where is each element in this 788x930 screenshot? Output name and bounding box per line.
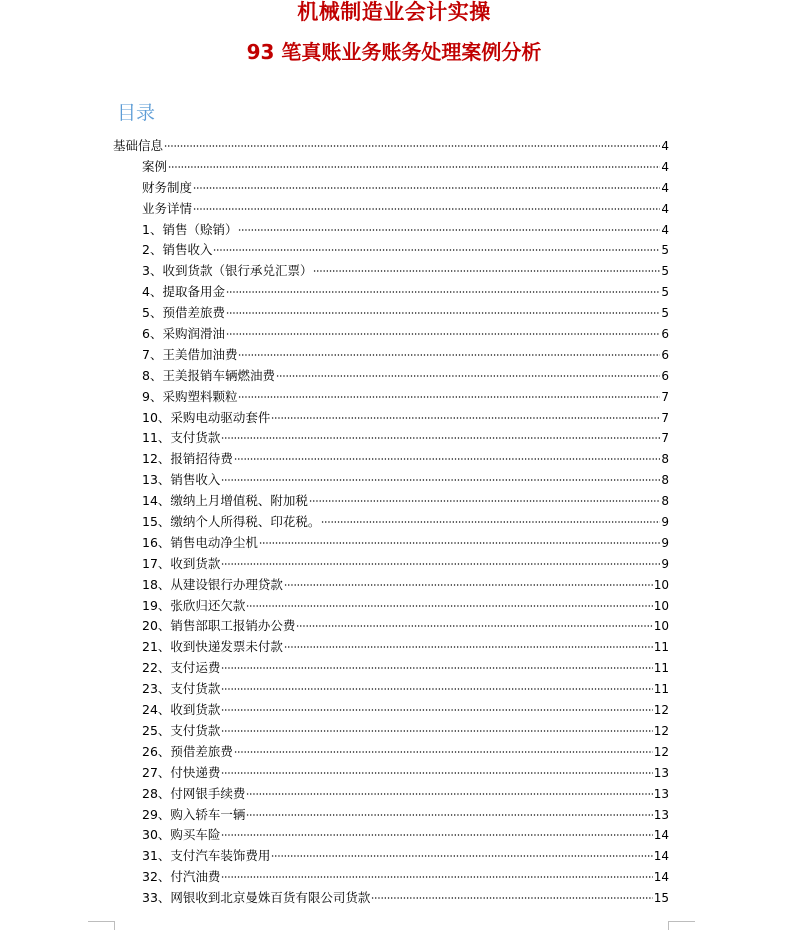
dot-leader (234, 751, 653, 753)
toc-entry[interactable] (113, 805, 669, 826)
toc-entry-label: 财务制度 (142, 179, 193, 195)
crop-mark-left (88, 921, 115, 930)
document-title: 机械制造业会计实操 (297, 0, 491, 24)
toc-entry[interactable] (113, 345, 669, 366)
dot-leader (238, 396, 660, 398)
toc-heading: 目录 (117, 102, 156, 124)
toc-entry-page-number: 10 (653, 598, 669, 613)
toc-entry-label: 基础信息 (113, 138, 164, 153)
dot-leader (271, 417, 660, 419)
toc-entry-label: 21、收到快递发票未付款 (142, 639, 283, 655)
toc-entry-label: 5、预借差旅费 (142, 305, 225, 321)
toc-entry[interactable] (113, 533, 669, 554)
toc-entry-label: 19、张欣归还欠款 (142, 597, 246, 613)
dot-leader (221, 876, 652, 878)
toc-entry[interactable] (113, 136, 669, 157)
toc-entry-label: 27、付快递费 (142, 764, 221, 780)
toc-entry-page-number: 15 (653, 891, 669, 906)
toc-entry-label: 8、王美报销车辆燃油费 (142, 367, 275, 383)
toc-entry[interactable] (113, 428, 669, 449)
toc-entry[interactable] (113, 825, 669, 846)
dot-leader (226, 291, 660, 293)
toc-entry-label: 12、报销招待费 (142, 451, 233, 467)
toc-entry[interactable] (113, 387, 669, 408)
toc-entry-page-number: 14 (653, 870, 669, 885)
toc-entry[interactable] (113, 366, 669, 387)
dot-leader (221, 437, 660, 439)
toc-entry-page-number: 10 (653, 619, 669, 634)
dot-leader (221, 730, 652, 732)
toc-entry-label: 14、缴纳上月增值税、附加税 (142, 493, 308, 509)
toc-entry[interactable] (113, 554, 669, 575)
toc-entry[interactable] (113, 700, 669, 721)
toc-entry-label: 33、网银收到北京曼姝百货有限公司货款 (142, 890, 371, 906)
dot-leader (238, 354, 660, 356)
dot-leader (246, 605, 652, 607)
toc-entry[interactable] (113, 178, 669, 199)
toc-entry[interactable] (113, 282, 669, 303)
toc-entry-page-number: 7 (661, 410, 669, 425)
dot-leader (313, 270, 660, 272)
dot-leader (271, 855, 652, 857)
toc-entry-page-number: 9 (661, 515, 669, 530)
toc-entry-label: 22、支付运费 (142, 660, 221, 676)
toc-entry-label: 4、提取备用金 (142, 284, 225, 300)
toc-entry-page-number: 8 (661, 473, 669, 488)
toc-entry[interactable] (113, 220, 669, 241)
dot-leader (238, 229, 660, 231)
toc-entry[interactable] (113, 199, 669, 220)
table-of-contents (113, 136, 669, 909)
toc-entry[interactable] (113, 888, 669, 909)
toc-entry-page-number: 6 (661, 368, 669, 383)
toc-entry-label: 16、销售电动净尘机 (142, 534, 258, 550)
dot-leader (221, 772, 652, 774)
toc-entry-label: 20、销售部职工报销办公费 (142, 618, 296, 634)
toc-entry-page-number: 14 (653, 849, 669, 864)
toc-entry[interactable] (113, 261, 669, 282)
toc-entry-label: 32、付汽油费 (142, 869, 221, 885)
toc-entry-page-number: 8 (661, 494, 669, 509)
toc-entry-label: 24、收到货款 (142, 702, 221, 718)
toc-entry-page-number: 5 (661, 306, 669, 321)
dot-leader (321, 521, 660, 523)
toc-entry[interactable] (113, 763, 669, 784)
toc-entry-label: 7、王美借加油费 (142, 346, 238, 362)
dot-leader (193, 208, 660, 210)
toc-entry-label: 9、采购塑料颗粒 (142, 388, 238, 404)
toc-entry[interactable] (113, 742, 669, 763)
dot-leader (221, 563, 660, 565)
toc-entry[interactable] (113, 596, 669, 617)
toc-entry-label: 1、销售（赊销） (142, 221, 238, 237)
dot-leader (221, 479, 660, 481)
toc-entry-label: 13、销售收入 (142, 472, 221, 488)
toc-entry-page-number: 9 (661, 556, 669, 571)
dot-leader (213, 249, 660, 251)
dot-leader (226, 333, 660, 335)
toc-entry[interactable] (113, 240, 669, 261)
crop-mark-right (668, 921, 695, 930)
toc-entry-page-number: 5 (661, 264, 669, 279)
toc-entry-label: 25、支付货款 (142, 722, 221, 738)
dot-leader (259, 542, 660, 544)
toc-entry-page-number: 11 (653, 682, 669, 697)
toc-entry-label: 26、预借差旅费 (142, 743, 233, 759)
dot-leader (221, 688, 652, 690)
toc-entry[interactable] (113, 491, 669, 512)
toc-entry-page-number: 4 (661, 222, 669, 237)
toc-entry-page-number: 5 (661, 243, 669, 258)
toc-entry-page-number: 13 (653, 807, 669, 822)
toc-entry-page-number: 4 (661, 201, 669, 216)
toc-entry-page-number: 5 (661, 285, 669, 300)
toc-entry-page-number: 11 (653, 640, 669, 655)
toc-entry-page-number: 10 (653, 577, 669, 592)
toc-entry[interactable] (113, 867, 669, 888)
dot-leader (276, 375, 660, 377)
toc-entry[interactable] (113, 408, 669, 429)
toc-entry-page-number: 12 (653, 703, 669, 718)
toc-entry-page-number: 14 (653, 828, 669, 843)
dot-leader (221, 834, 652, 836)
toc-entry-label: 2、销售收入 (142, 242, 213, 258)
toc-entry-page-number: 4 (661, 139, 669, 153)
toc-entry-label: 6、采购润滑油 (142, 326, 225, 342)
toc-entry-label: 30、购买车险 (142, 827, 221, 843)
toc-entry-page-number: 12 (653, 723, 669, 738)
toc-entry-page-number: 4 (661, 180, 669, 195)
toc-entry-label: 31、支付汽车装饰费用 (142, 848, 271, 864)
toc-entry-label: 15、缴纳个人所得税、印花税。 (142, 514, 321, 530)
toc-entry[interactable] (113, 157, 669, 178)
document-subtitle: 93 笔真账业务账务处理案例分析 (246, 40, 542, 64)
dot-leader (221, 667, 652, 669)
toc-entry[interactable] (113, 679, 669, 700)
toc-entry-page-number: 13 (653, 765, 669, 780)
toc-entry[interactable] (113, 512, 669, 533)
toc-entry[interactable] (113, 616, 669, 637)
dot-leader (284, 584, 653, 586)
dot-leader (168, 166, 660, 168)
toc-entry-page-number: 4 (661, 159, 669, 174)
dot-leader (226, 312, 660, 314)
toc-entry-label: 案例 (142, 158, 168, 174)
toc-entry-page-number: 8 (661, 452, 669, 467)
toc-entry[interactable] (113, 784, 669, 805)
toc-entry-label: 18、从建设银行办理贷款 (142, 576, 283, 592)
toc-entry-page-number: 6 (661, 327, 669, 342)
toc-entry[interactable] (113, 721, 669, 742)
toc-entry-page-number: 13 (653, 786, 669, 801)
dot-leader (296, 625, 652, 627)
dot-leader (246, 814, 652, 816)
dot-leader (221, 709, 652, 711)
dot-leader (164, 145, 660, 147)
toc-entry-label: 10、采购电动驱动套件 (142, 409, 271, 425)
toc-entry[interactable] (113, 658, 669, 679)
dot-leader (193, 187, 660, 189)
toc-entry-page-number: 7 (661, 389, 669, 404)
dot-leader (371, 897, 652, 899)
toc-entry[interactable] (113, 575, 669, 596)
toc-entry[interactable] (113, 846, 669, 867)
toc-entry-page-number: 12 (653, 744, 669, 759)
toc-entry-page-number: 7 (661, 431, 669, 446)
toc-entry-page-number: 11 (653, 661, 669, 676)
dot-leader (309, 500, 660, 502)
toc-entry[interactable] (113, 449, 669, 470)
toc-entry-label: 3、收到货款（银行承兑汇票） (142, 263, 313, 279)
dot-leader (234, 458, 660, 460)
toc-entry[interactable] (113, 303, 669, 324)
toc-entry[interactable] (113, 324, 669, 345)
toc-entry-page-number: 6 (661, 347, 669, 362)
toc-entry-label: 29、购入轿车一辆 (142, 806, 246, 822)
toc-entry[interactable] (113, 470, 669, 491)
toc-entry[interactable] (113, 637, 669, 658)
toc-entry-label: 11、支付货款 (142, 430, 221, 446)
dot-leader (284, 646, 653, 648)
toc-entry-page-number: 9 (661, 535, 669, 550)
toc-entry-label: 23、支付货款 (142, 681, 221, 697)
toc-entry-label: 17、收到货款 (142, 555, 221, 571)
dot-leader (246, 793, 652, 795)
toc-entry-label: 28、付网银手续费 (142, 785, 246, 801)
toc-entry-label: 业务详情 (142, 200, 193, 216)
